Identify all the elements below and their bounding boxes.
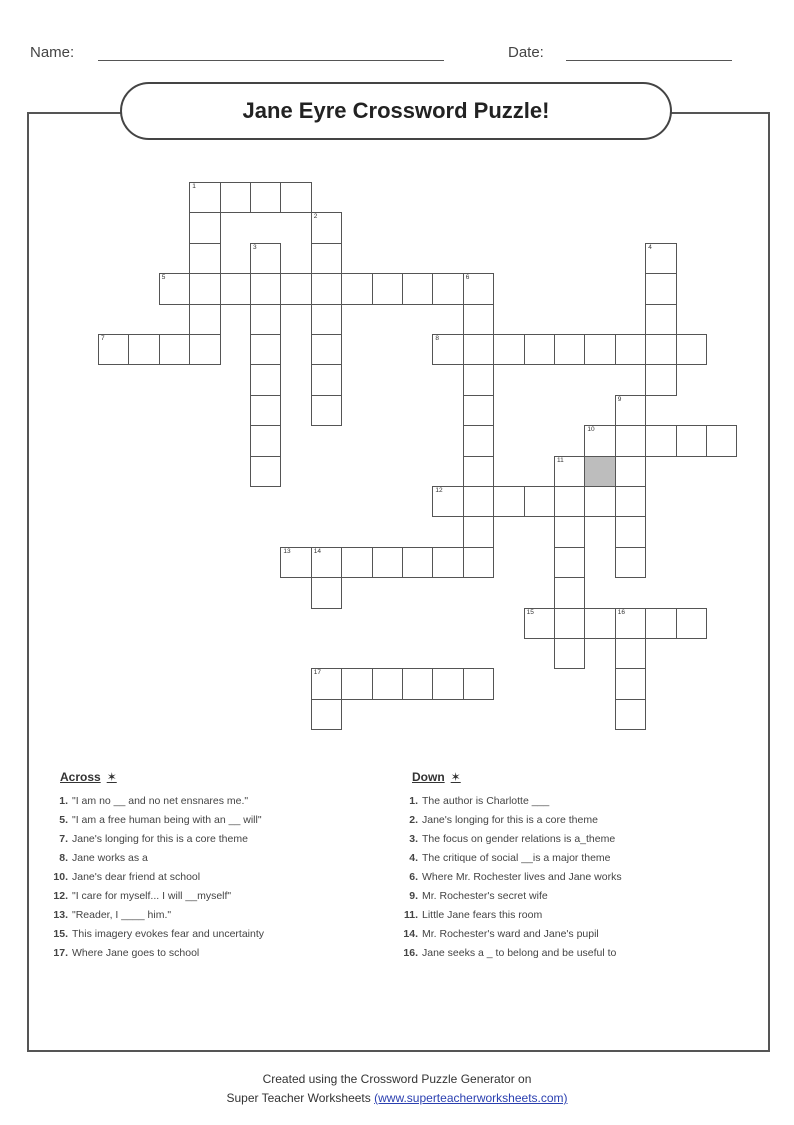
crossword-cell[interactable] <box>463 425 494 456</box>
down-clue: 6. Where Mr. Rochester lives and Jane works <box>409 871 622 883</box>
crossword-cell[interactable] <box>615 547 646 578</box>
across-clue: 8. Jane works as a <box>59 852 148 864</box>
crossword-cell[interactable] <box>250 425 281 456</box>
crossword-cell[interactable] <box>615 395 646 426</box>
crossword-cell[interactable] <box>280 273 311 304</box>
crossword-cell[interactable] <box>341 547 372 578</box>
down-clue: 16. Jane seeks a _ to belong and be useful to <box>403 947 617 959</box>
across-clue: 7. Jane's longing for this is a core theme <box>59 833 248 845</box>
across-clue: 13. "Reader, I ____ him." <box>53 909 172 921</box>
crossword-cell[interactable] <box>311 395 342 426</box>
clue-number: 8 <box>435 335 440 342</box>
crossword-cell[interactable] <box>189 182 220 213</box>
crossword-cell[interactable] <box>250 182 281 213</box>
across-clue: 1. "I am no __ and no net ensnares me." <box>59 795 249 807</box>
crossword-cell[interactable] <box>432 334 463 365</box>
down-clue: 14. Mr. Rochester's ward and Jane's pupil <box>403 928 599 940</box>
down-heading <box>412 770 461 784</box>
crossword-cell[interactable] <box>645 364 676 395</box>
crossword-cell[interactable] <box>463 486 494 517</box>
crossword-cell[interactable] <box>311 243 342 274</box>
crossword-cell[interactable] <box>250 273 281 304</box>
footer-line-2 <box>0 1091 794 1105</box>
crossword-cell[interactable] <box>524 334 555 365</box>
across-heading-text: Across <box>60 770 101 784</box>
crossword-cell[interactable] <box>584 608 615 639</box>
crossword-cell[interactable] <box>676 425 707 456</box>
crossword-cell[interactable] <box>615 516 646 547</box>
crossword-cell[interactable] <box>189 304 220 335</box>
crossword-cell[interactable] <box>341 668 372 699</box>
crossword-cell[interactable] <box>189 334 220 365</box>
crossword-cell[interactable] <box>220 182 251 213</box>
clue-number: 9 <box>617 395 622 403</box>
clue-number: 6 <box>465 274 470 282</box>
crossword-cell[interactable] <box>220 273 251 304</box>
footer-site-name: Super Teacher Worksheets <box>226 1091 371 1105</box>
crossword-cell[interactable] <box>554 608 585 639</box>
crossword-cell[interactable] <box>311 699 342 730</box>
down-clue: 9. Mr. Rochester's secret wife <box>409 890 548 902</box>
crossword-cell[interactable] <box>645 243 676 274</box>
across-clue: 12. "I care for myself... I will __myself" <box>53 890 232 902</box>
down-clue-list <box>402 792 622 963</box>
crossword-cell[interactable] <box>615 334 646 365</box>
across-clue: 10. Jane's dear friend at school <box>53 871 201 883</box>
crossword-cell[interactable] <box>250 456 281 487</box>
crossword-cell[interactable] <box>341 273 372 304</box>
crossword-cell[interactable] <box>250 364 281 395</box>
down-heading-text: Down <box>412 770 445 784</box>
crossword-cell[interactable] <box>554 456 585 487</box>
across-clue: 15. This imagery evokes fear and uncertainty <box>53 928 265 940</box>
crossword-cell[interactable] <box>645 608 676 639</box>
crossword-cell[interactable] <box>189 273 220 304</box>
crossword-cell[interactable] <box>250 243 281 274</box>
crossword-cell[interactable] <box>524 486 555 517</box>
crossword-cell[interactable] <box>402 668 433 699</box>
crossword-cell[interactable] <box>311 273 342 304</box>
crossword-cell[interactable] <box>432 668 463 699</box>
crossword-cell[interactable] <box>615 456 646 487</box>
crossword-cell[interactable] <box>584 456 615 487</box>
crossword-cell[interactable] <box>615 699 646 730</box>
across-clue: 17. Where Jane goes to school <box>53 947 200 959</box>
crossword-cell[interactable] <box>159 334 190 365</box>
crossword-cell[interactable] <box>372 547 403 578</box>
down-clue: 1. The author is Charlotte ___ <box>409 795 550 807</box>
crossword-cell[interactable] <box>706 425 737 456</box>
crossword-cell[interactable] <box>463 334 494 365</box>
clue-number: 14 <box>313 547 322 555</box>
crossword-cell[interactable] <box>554 334 585 365</box>
crossword-cell[interactable] <box>280 547 311 578</box>
crossword-cell[interactable] <box>189 243 220 274</box>
crossword-cell[interactable] <box>311 334 342 365</box>
crossword-cell[interactable] <box>159 273 190 304</box>
crossword-cell[interactable] <box>554 486 585 517</box>
across-heading <box>60 770 117 784</box>
crossword-cell[interactable] <box>463 456 494 487</box>
crossword-cell[interactable] <box>311 547 342 578</box>
crossword-cell[interactable] <box>463 304 494 335</box>
crossword-cell[interactable] <box>493 334 524 365</box>
crossword-cell[interactable] <box>311 668 342 699</box>
crossword-cell[interactable] <box>311 364 342 395</box>
clue-number: 2 <box>313 213 318 221</box>
crossword-cell[interactable] <box>524 608 555 639</box>
clue-number: 16 <box>617 608 626 616</box>
date-label: Date: <box>508 44 544 61</box>
crossword-cell[interactable] <box>463 364 494 395</box>
crossword-cell[interactable] <box>584 425 615 456</box>
crossword-cell[interactable] <box>493 486 524 517</box>
crossword-cell[interactable] <box>645 334 676 365</box>
across-clue-list <box>52 792 264 963</box>
name-label: Name: <box>30 44 75 61</box>
crossword-cell[interactable] <box>615 486 646 517</box>
across-clue: 5. "I am a free human being with an __ will" <box>59 814 262 826</box>
crossword-cell[interactable] <box>615 668 646 699</box>
crossword-cell[interactable] <box>189 212 220 243</box>
crossword-cell[interactable] <box>554 547 585 578</box>
crossword-cell[interactable] <box>372 273 403 304</box>
crossword-cell[interactable] <box>554 638 585 669</box>
crossword-cell[interactable] <box>372 668 403 699</box>
footer-link[interactable]: (www.superteacherworksheets.com) <box>374 1091 568 1105</box>
star-icon: ✶ <box>450 770 461 784</box>
clue-number: 5 <box>161 274 166 282</box>
crossword-cell[interactable] <box>615 608 646 639</box>
crossword-cell[interactable] <box>402 547 433 578</box>
down-clue: 4. The critique of social __is a major theme <box>409 852 611 864</box>
down-clue: 11. Little Jane fears this room <box>403 909 543 921</box>
clue-number: 12 <box>435 487 443 494</box>
crossword-cell[interactable] <box>554 577 585 608</box>
crossword-cell[interactable] <box>250 334 281 365</box>
crossword-cell[interactable] <box>463 273 494 304</box>
clue-number: 15 <box>526 608 534 616</box>
crossword-cell[interactable] <box>615 638 646 669</box>
crossword-cell[interactable] <box>463 547 494 578</box>
crossword-cell[interactable] <box>463 668 494 699</box>
clue-number: 7 <box>101 335 105 342</box>
crossword-cell[interactable] <box>584 334 615 365</box>
crossword-cell[interactable] <box>584 486 615 517</box>
crossword-cell[interactable] <box>645 273 676 304</box>
footer-line-1: Created using the Crossword Puzzle Generator on <box>262 1072 532 1086</box>
crossword-cell[interactable] <box>432 547 463 578</box>
star-icon: ✶ <box>106 770 117 784</box>
crossword-cell[interactable] <box>676 334 707 365</box>
clue-number: 11 <box>557 456 564 464</box>
crossword-cell[interactable] <box>311 577 342 608</box>
crossword-cell[interactable] <box>402 273 433 304</box>
crossword-cell[interactable] <box>98 334 129 365</box>
clue-number: 10 <box>587 426 595 434</box>
crossword-cell[interactable] <box>432 273 463 304</box>
crossword-cell[interactable] <box>250 395 281 426</box>
crossword-cell[interactable] <box>645 304 676 335</box>
down-clue: 3. The focus on gender relations is a_theme <box>409 833 616 845</box>
clue-number: 17 <box>313 669 322 677</box>
crossword-cell[interactable] <box>463 516 494 547</box>
crossword-cell[interactable] <box>554 516 585 547</box>
clue-number: 3 <box>253 243 257 251</box>
crossword-cell[interactable] <box>128 334 159 365</box>
crossword-cell[interactable] <box>645 425 676 456</box>
clue-number: 4 <box>648 243 652 251</box>
crossword-cell[interactable] <box>311 304 342 335</box>
crossword-cell[interactable] <box>280 182 311 213</box>
down-clue: 2. Jane's longing for this is a core theme <box>409 814 598 826</box>
clue-number: 13 <box>283 547 291 555</box>
crossword-cell[interactable] <box>615 425 646 456</box>
crossword-cell[interactable] <box>311 212 342 243</box>
crossword-cell[interactable] <box>250 304 281 335</box>
crossword-cell[interactable] <box>463 395 494 426</box>
clue-number: 1 <box>192 183 196 190</box>
page-title-text: Jane Eyre Crossword Puzzle! <box>242 98 550 123</box>
crossword-cell[interactable] <box>432 486 463 517</box>
crossword-cell[interactable] <box>676 608 707 639</box>
